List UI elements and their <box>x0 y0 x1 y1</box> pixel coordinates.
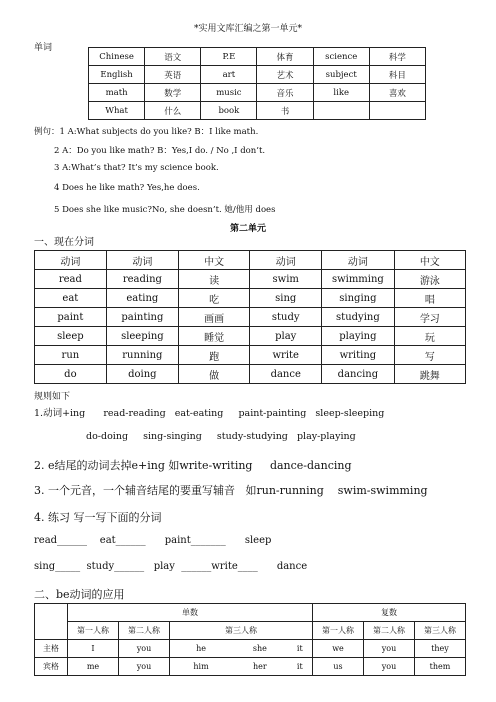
table-cell: 跑 <box>178 346 249 365</box>
page-header: *实用文库汇编之第一单元* <box>193 24 302 34</box>
table-cell: 学习 <box>394 308 465 327</box>
table-row <box>35 270 466 289</box>
section-title: 二、be动词的应用 <box>34 588 125 601</box>
table-row <box>35 658 466 676</box>
example-sentence: 例句：1 A:What subjects do you like? B：I like math. <box>34 127 259 137</box>
vocab-label: 单词 <box>34 43 53 53</box>
table-cell: you <box>364 640 415 658</box>
table-cell: study <box>250 308 322 327</box>
table-cell: Chinese <box>89 48 145 66</box>
table-row <box>35 622 466 640</box>
be-verb-table <box>34 603 466 676</box>
unit-title: 第二单元 <box>229 224 266 234</box>
table-cell: do <box>35 365 107 384</box>
table-cell: 中文 <box>394 251 465 270</box>
table-row <box>35 308 466 327</box>
table-cell: us <box>313 658 364 676</box>
table-cell: you <box>119 640 170 658</box>
table-cell: they <box>415 640 466 658</box>
table-cell: 科学 <box>369 48 425 66</box>
example-sentence: 5 Does she like music?No, she doesn’t. 她/他用 does <box>54 205 276 215</box>
table-cell: 吃 <box>178 289 249 308</box>
table-cell: 科目 <box>369 66 425 84</box>
table-cell: dance <box>250 365 322 384</box>
table-cell: studying <box>322 308 394 327</box>
table-cell <box>35 622 68 640</box>
rule-1-line-2: do-doing sing-singing study-studying play-playing <box>86 431 356 442</box>
table-row <box>35 640 466 658</box>
table-cell: paint <box>35 308 107 327</box>
table-cell: 主格 <box>35 640 68 658</box>
table-cell: eat <box>35 289 107 308</box>
table-cell: 第一人称 <box>68 622 119 640</box>
table-cell: her <box>232 658 287 676</box>
rules-label: 规则如下 <box>34 392 71 402</box>
table-cell: write <box>250 346 322 365</box>
table-cell: sleep <box>35 327 107 346</box>
table-cell: we <box>313 640 364 658</box>
table-cell: 中文 <box>178 251 249 270</box>
table-cell: read <box>35 270 107 289</box>
table-cell: 喜欢 <box>369 84 425 102</box>
rule-1-line-1: 1.动词+ing read-reading eat-eating paint-painting sleep-sleeping <box>34 408 385 419</box>
table-cell: 动词 <box>106 251 178 270</box>
rule-4: 4. 练习 写一写下面的分词 <box>34 511 162 524</box>
table-row <box>89 102 426 120</box>
table-row <box>35 604 466 622</box>
table-cell: run <box>35 346 107 365</box>
table-cell: doing <box>106 365 178 384</box>
table-cell: 语文 <box>145 48 201 66</box>
example-sentence: 3 A:What’s that? It’s my science book. <box>54 163 219 173</box>
table-cell: 体育 <box>257 48 313 66</box>
practice-line-2: sing_____ study______ play ______write____ dance <box>34 561 308 572</box>
table-row <box>35 327 466 346</box>
table-row <box>35 251 466 270</box>
table-cell: 第二人称 <box>364 622 415 640</box>
table-cell: 数学 <box>145 84 201 102</box>
table-cell: 英语 <box>145 66 201 84</box>
table-cell: math <box>89 84 145 102</box>
table-cell: it <box>288 640 313 658</box>
example-sentence: 4 Does he like math? Yes,he does. <box>54 183 200 193</box>
table-cell: reading <box>106 270 178 289</box>
table-cell: 跳舞 <box>394 365 465 384</box>
table-cell: writing <box>322 346 394 365</box>
table-cell: 音乐 <box>257 84 313 102</box>
table-row <box>35 346 466 365</box>
section-title: 一、现在分词 <box>34 237 94 248</box>
table-cell: eating <box>106 289 178 308</box>
table-cell: 第一人称 <box>313 622 364 640</box>
table-cell: 第二人称 <box>119 622 170 640</box>
table-cell: P.E <box>201 48 257 66</box>
table-cell: book <box>201 102 257 120</box>
table-cell: 艺术 <box>257 66 313 84</box>
table-cell: 游泳 <box>394 270 465 289</box>
table-cell: 画画 <box>178 308 249 327</box>
participle-table <box>34 250 466 384</box>
table-cell: 做 <box>178 365 249 384</box>
table-cell: 动词 <box>322 251 394 270</box>
table-cell: What <box>89 102 145 120</box>
table-cell <box>369 102 425 120</box>
table-cell: it <box>288 658 313 676</box>
table-row <box>35 289 466 308</box>
example-sentence: 2 A：Do you like math? B：Yes,I do. / No ,I don’t. <box>54 146 266 156</box>
table-cell: 书 <box>257 102 313 120</box>
table-cell: 复数 <box>313 604 466 622</box>
table-cell: 玩 <box>394 327 465 346</box>
table-row <box>35 365 466 384</box>
table-cell: sleeping <box>106 327 178 346</box>
table-cell: art <box>201 66 257 84</box>
table-cell: playing <box>322 327 394 346</box>
table-cell: subject <box>313 66 369 84</box>
table-cell: swimming <box>322 270 394 289</box>
table-cell: 宾格 <box>35 658 68 676</box>
table-row <box>89 66 426 84</box>
table-cell: dancing <box>322 365 394 384</box>
table-cell: 动词 <box>35 251 107 270</box>
table-cell: 写 <box>394 346 465 365</box>
table-cell: swim <box>250 270 322 289</box>
table-cell: he <box>170 640 233 658</box>
table-row <box>89 48 426 66</box>
table-cell: running <box>106 346 178 365</box>
table-cell: 唱 <box>394 289 465 308</box>
table-cell: singing <box>322 289 394 308</box>
table-cell: 第三人称 <box>415 622 466 640</box>
table-cell: 读 <box>178 270 249 289</box>
table-row <box>89 84 426 102</box>
table-cell: she <box>232 640 287 658</box>
table-cell: I <box>68 640 119 658</box>
table-cell: 睡觉 <box>178 327 249 346</box>
table-cell: sing <box>250 289 322 308</box>
rule-3: 3. 一个元音，一个辅音结尾的要重写辅音 如run-running swim-swimming <box>34 484 428 497</box>
table-cell: him <box>170 658 233 676</box>
table-cell: 第三人称 <box>170 622 313 640</box>
table-cell: music <box>201 84 257 102</box>
table-cell: 什么 <box>145 102 201 120</box>
table-cell: 单数 <box>68 604 313 622</box>
table-cell <box>313 102 369 120</box>
table-cell: you <box>119 658 170 676</box>
table-cell: me <box>68 658 119 676</box>
table-cell: them <box>415 658 466 676</box>
table-cell <box>35 604 68 622</box>
rule-2: 2. e结尾的动词去掉e+ing 如write-writing dance-dancing <box>34 459 352 472</box>
practice-line-1: read______ eat______ paint_______ sleep <box>34 535 272 546</box>
table-cell: play <box>250 327 322 346</box>
table-cell: painting <box>106 308 178 327</box>
table-cell: you <box>364 658 415 676</box>
table-cell: English <box>89 66 145 84</box>
table-cell: like <box>313 84 369 102</box>
table-cell: 动词 <box>250 251 322 270</box>
table-cell: science <box>313 48 369 66</box>
vocab-table <box>88 47 426 120</box>
